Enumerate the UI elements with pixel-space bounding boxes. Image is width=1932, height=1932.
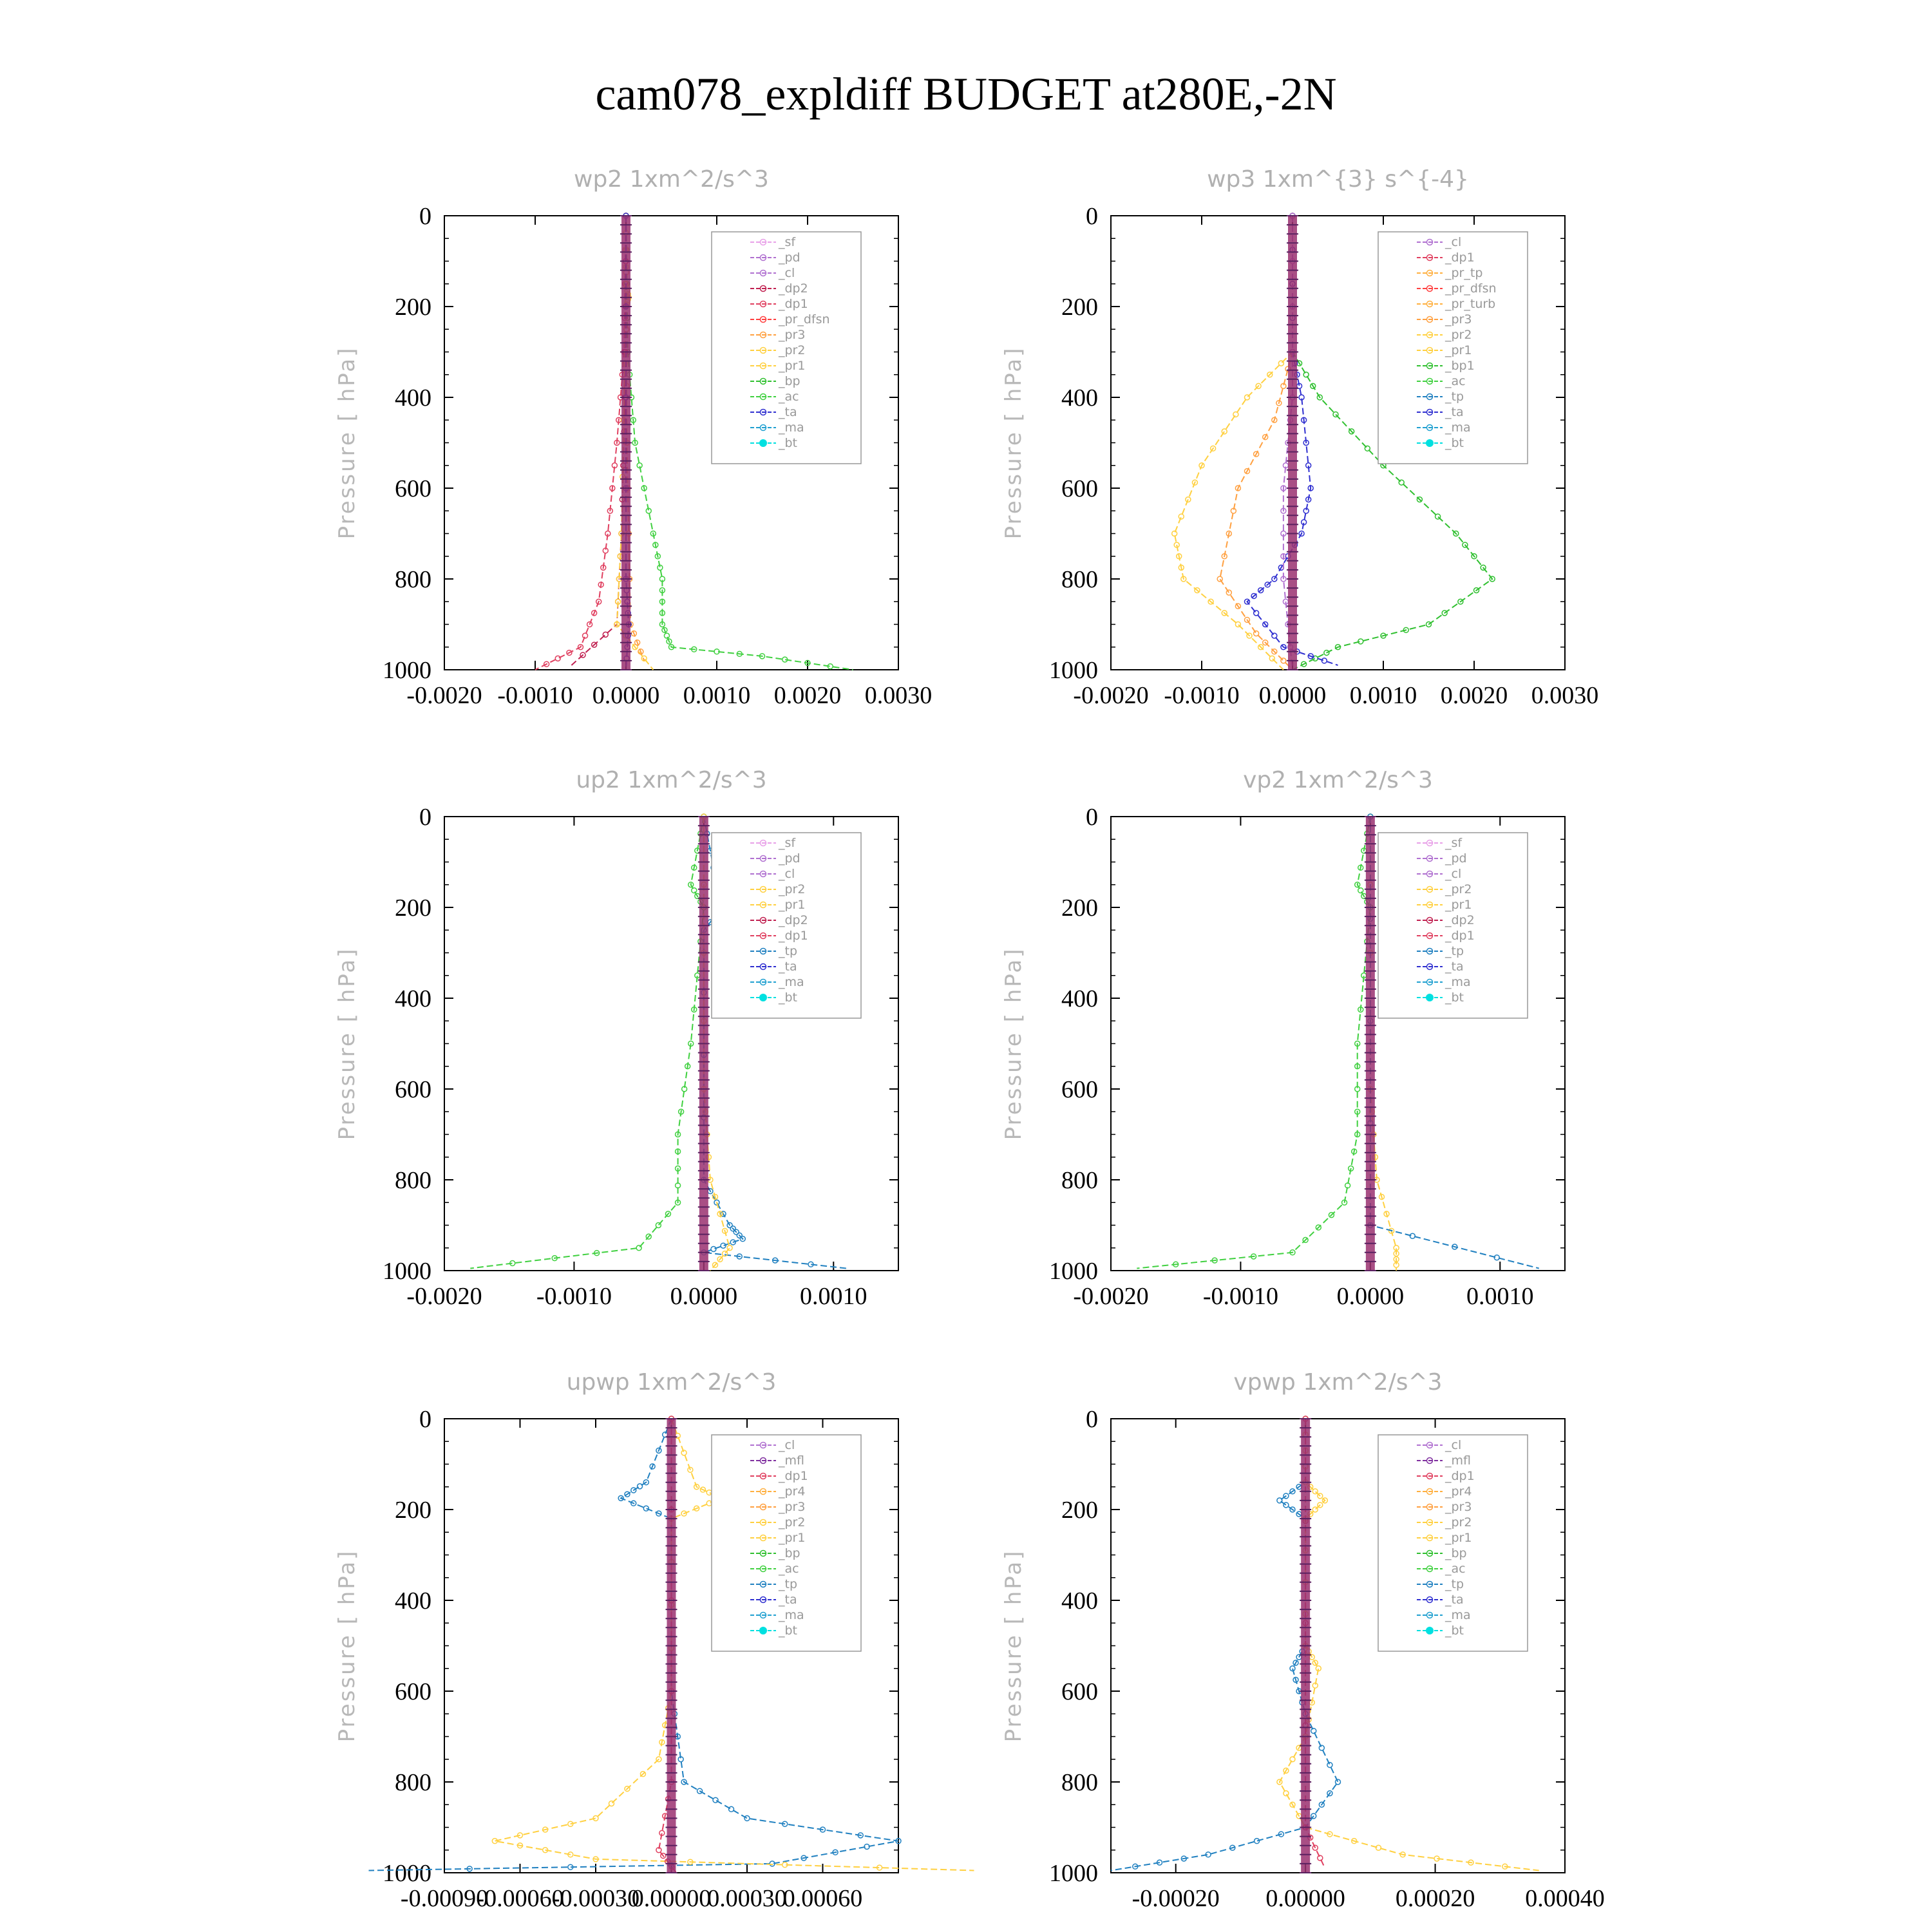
panel-5 (1001, 1369, 1605, 1912)
y-tick-label: 200 (395, 895, 431, 922)
legend-entry-label: _ma (779, 975, 804, 989)
series-point (1269, 656, 1274, 661)
x-tick-label: 0.0030 (864, 682, 933, 709)
legend-entry-label: _mfl (1445, 1454, 1471, 1468)
x-tick-label: 0.00020 (1395, 1885, 1475, 1912)
y-tick-label: 200 (395, 1497, 431, 1524)
x-tick-label: 0.00000 (1265, 1885, 1345, 1912)
legend-swatch-marker (759, 994, 767, 1001)
panel-title: vpwp 1xm^2/s^3 (1233, 1369, 1443, 1396)
y-tick-label: 400 (1061, 1587, 1098, 1615)
series-point (664, 633, 669, 638)
y-tick-label: 200 (1061, 1497, 1098, 1524)
y-tick-label: 200 (395, 294, 431, 321)
legend-entry-label: _dp1 (1445, 929, 1475, 943)
y-tick-label: 200 (1061, 895, 1098, 922)
panel-0 (334, 166, 932, 709)
series-line-dp1 (535, 216, 626, 670)
legend-entry-label: _tp (779, 1577, 798, 1591)
legend-entry-label: _cl (1445, 1438, 1462, 1452)
legend-swatch-marker (759, 439, 767, 447)
legend-entry-label: _pr2 (1445, 1515, 1472, 1530)
series-point (744, 1815, 750, 1821)
x-tick-label: 0.0010 (800, 1283, 867, 1310)
x-tick-label: 0.00030 (707, 1885, 787, 1912)
legend-entry-label: _sf (1445, 836, 1463, 850)
legend-entry-label: _ac (779, 1562, 799, 1576)
legend-entry-label: _bp (779, 1546, 800, 1560)
legend-entry-label: _dp2 (779, 913, 808, 927)
series-point (638, 1484, 643, 1489)
x-tick-label: -0.0020 (406, 682, 482, 709)
legend-entry-label: _ma (1445, 1608, 1471, 1622)
legend-entry-label: _pr3 (779, 328, 806, 342)
x-tick-label: -0.00060 (476, 1885, 564, 1912)
y-tick-label: 600 (395, 475, 431, 502)
y-tick-label: 400 (395, 384, 431, 412)
legend-entry-label: _pr1 (1445, 343, 1472, 357)
legend-entry-label: _ac (779, 390, 799, 404)
series-point (1319, 1745, 1324, 1750)
legend-swatch-marker (1426, 1627, 1434, 1634)
x-tick-label: -0.0010 (1164, 682, 1240, 709)
legend-entry-label: _dp1 (779, 1469, 808, 1483)
legend-entry-label: _pr3 (1445, 1500, 1472, 1514)
series-point (1312, 1507, 1318, 1512)
series-point (1312, 1489, 1318, 1494)
legend-entry-label: _pd (1445, 851, 1467, 866)
legend-entry-label: _ta (779, 1593, 797, 1607)
x-tick-label: -0.0020 (406, 1283, 482, 1310)
series-point (1217, 576, 1222, 582)
series-point (583, 633, 588, 638)
panel-1 (1001, 166, 1598, 709)
legend-entry-label: _pr1 (779, 898, 806, 912)
x-tick-label: 0.0000 (1258, 682, 1327, 709)
series-point (603, 632, 608, 637)
legend-entry-label: _ma (779, 421, 804, 435)
legend-entry-label: _pr2 (779, 343, 806, 357)
series-point (636, 1245, 641, 1251)
y-axis-label: Pressure [ hPa] (334, 1549, 360, 1743)
y-tick-label: 1000 (383, 657, 431, 684)
legend-entry-label: _ta (779, 405, 797, 419)
y-axis-label: Pressure [ hPa] (334, 346, 360, 540)
series-point (706, 1490, 712, 1495)
series-point (1277, 1498, 1282, 1503)
legend-entry-label: _pr2 (779, 882, 806, 896)
y-tick-label: 600 (395, 1678, 431, 1705)
y-tick-label: 0 (419, 1406, 431, 1433)
series-point (1399, 480, 1404, 485)
y-tick-label: 800 (1061, 1167, 1098, 1194)
legend-entry-label: _mfl (779, 1454, 804, 1468)
y-tick-label: 600 (395, 1076, 431, 1103)
legend-entry-label: _dp2 (1445, 913, 1475, 927)
figure-title: cam078_expldiff BUDGET at280E,-2N (595, 68, 1337, 120)
x-tick-label: 0.0010 (683, 682, 751, 709)
legend-entry-label: _cl (779, 266, 795, 280)
legend-entry-label: _pr_dfsn (779, 312, 830, 327)
series-point (555, 656, 560, 661)
y-axis-label: Pressure [ hPa] (334, 947, 360, 1141)
series-point (1245, 395, 1250, 400)
legend-entry-label: _ma (1445, 975, 1471, 989)
series-point (1172, 531, 1177, 536)
y-tick-label: 1000 (383, 1860, 431, 1887)
series-point (729, 1806, 734, 1812)
x-tick-label: 0.0010 (1349, 682, 1417, 709)
panel-title: vp2 1xm^2/s^3 (1243, 767, 1433, 793)
series-point (1303, 372, 1309, 377)
legend-entry-label: _pr1 (1445, 898, 1472, 912)
legend-entry-label: _pd (779, 851, 800, 866)
legend-entry-label: _pr2 (779, 1515, 806, 1530)
series-point (1283, 1791, 1289, 1796)
x-tick-label: 0.0000 (592, 682, 660, 709)
series-point (1311, 1728, 1316, 1734)
legend-entry-label: _pr3 (779, 1500, 806, 1514)
series-point (1290, 1757, 1295, 1762)
series-line-dp1 (1137, 817, 1370, 1269)
y-tick-label: 800 (1061, 1769, 1098, 1796)
series-point (1435, 514, 1441, 519)
legend-entry-label: _ta (1445, 960, 1464, 974)
legend-entry-label: _bp (1445, 1546, 1467, 1560)
legend-entry-label: _ac (1445, 374, 1466, 388)
series-point (1272, 633, 1277, 638)
x-tick-label: -0.00090 (400, 1885, 489, 1912)
x-tick-label: 0.0030 (1531, 682, 1599, 709)
legend-swatch-marker (1426, 439, 1434, 447)
legend-entry-label: _pr_dfsn (1445, 281, 1497, 296)
legend-entry-label: _dp1 (779, 297, 808, 311)
legend-entry-label: _bt (1445, 990, 1464, 1005)
legend-entry-label: _bt (779, 1624, 798, 1638)
series-line-dp1 (470, 817, 704, 1269)
series-point (1222, 429, 1227, 434)
series-point (1179, 514, 1184, 519)
y-tick-label: 800 (1061, 566, 1098, 593)
y-tick-label: 400 (395, 1587, 431, 1615)
y-axis-label: Pressure [ hPa] (1001, 1549, 1027, 1743)
y-tick-label: 0 (1086, 1406, 1098, 1433)
series-point (1318, 1855, 1323, 1861)
y-tick-label: 1000 (383, 1258, 431, 1285)
series-line-pr2 (1220, 216, 1293, 670)
legend-entry-label: _cl (779, 1438, 795, 1452)
series-point (643, 1506, 649, 1511)
series-point (1283, 1502, 1289, 1508)
legend-entry-label: _pr4 (779, 1484, 806, 1499)
y-tick-label: 400 (1061, 985, 1098, 1012)
legend-entry-label: _ta (779, 960, 797, 974)
series-point (713, 1797, 718, 1803)
x-tick-label: -0.0010 (497, 682, 573, 709)
y-tick-label: 0 (419, 804, 431, 831)
x-tick-label: -0.0020 (1073, 682, 1149, 709)
series-point (1278, 361, 1283, 366)
series-point (1226, 590, 1231, 595)
panel-title: wp2 1xm^2/s^3 (574, 166, 769, 193)
series-point (656, 1223, 661, 1228)
series-point (1281, 658, 1286, 663)
legend-entry-label: _sf (779, 836, 796, 850)
series-point (609, 1801, 614, 1806)
series-point (1365, 446, 1370, 451)
panel-title: up2 1xm^2/s^3 (576, 767, 767, 793)
legend-entry-label: _pd (779, 251, 800, 265)
legend-entry-label: _pr_tp (1445, 266, 1483, 280)
legend-entry-label: _ma (1445, 421, 1471, 435)
y-axis-label: Pressure [ hPa] (1001, 947, 1027, 1141)
legend-entry-label: _pr4 (1445, 1484, 1472, 1499)
legend-entry-label: _tp (1445, 944, 1464, 958)
series-point (692, 888, 697, 893)
y-tick-label: 1000 (1049, 657, 1098, 684)
y-axis-label: Pressure [ hPa] (1001, 346, 1027, 540)
series-point (1358, 888, 1363, 893)
series-point (1336, 1779, 1341, 1785)
x-tick-label: 0.0020 (1440, 682, 1508, 709)
panel-3 (1001, 767, 1565, 1310)
x-tick-label: -0.00020 (1132, 1885, 1220, 1912)
legend-entry-label: _pr2 (1445, 328, 1472, 342)
y-tick-label: 0 (1086, 804, 1098, 831)
legend-entry-label: _tp (779, 944, 798, 958)
series-point (1333, 412, 1338, 417)
legend-entry-label: _pr3 (1445, 312, 1472, 327)
panel-title: wp3 1xm^{3} s^{-4} (1207, 166, 1469, 193)
series-point (706, 1501, 712, 1506)
y-tick-label: 600 (1061, 1678, 1098, 1705)
x-tick-label: -0.0010 (536, 1283, 612, 1310)
x-tick-label: -0.0020 (1073, 1283, 1149, 1310)
panels-group (334, 166, 1605, 1912)
series-point (1233, 412, 1238, 417)
y-tick-label: 600 (1061, 475, 1098, 502)
legend-entry-label: _dp2 (779, 281, 808, 296)
series-point (727, 1245, 732, 1251)
panel-title: upwp 1xm^2/s^3 (566, 1369, 777, 1396)
legend-entry-label: _sf (779, 235, 796, 249)
legend-entry-label: _ma (779, 1608, 804, 1622)
y-tick-label: 0 (419, 203, 431, 230)
series-point (1327, 1763, 1332, 1768)
x-tick-label: -0.00030 (551, 1885, 640, 1912)
y-tick-label: 400 (1061, 384, 1098, 412)
series-point (1254, 631, 1259, 636)
legend-entry-label: _tp (1445, 1577, 1464, 1591)
legend-entry-label: _ac (1445, 1562, 1466, 1576)
y-tick-label: 800 (395, 1167, 431, 1194)
x-tick-label: 0.0010 (1466, 1283, 1534, 1310)
legend-entry-label: _pr1 (1445, 1531, 1472, 1545)
x-tick-label: 0.0020 (773, 682, 842, 709)
legend-entry-label: _bp (779, 374, 800, 388)
legend-entry-label: _dp1 (1445, 1469, 1475, 1483)
legend-entry-label: _bp1 (1445, 359, 1475, 373)
y-tick-label: 1000 (1049, 1258, 1098, 1285)
series-point (1254, 611, 1259, 616)
x-tick-label: 0.00060 (782, 1885, 863, 1912)
series-line-pr1 (1175, 216, 1293, 670)
legend-entry-label: _dp1 (1445, 251, 1475, 265)
y-tick-label: 400 (395, 985, 431, 1012)
panel-4 (334, 1369, 974, 1912)
legend-entry-label: _tp (1445, 390, 1464, 404)
legend-swatch-marker (1426, 994, 1434, 1001)
x-tick-label: 0.00000 (631, 1885, 712, 1912)
legend-entry-label: _cl (1445, 235, 1462, 249)
x-tick-label: 0.0000 (1336, 1283, 1405, 1310)
y-tick-label: 800 (395, 1769, 431, 1796)
legend-entry-label: _pr_turb (1445, 297, 1496, 311)
legend-swatch-marker (759, 1627, 767, 1634)
legend-entry-label: _pr2 (1445, 882, 1472, 896)
y-tick-label: 600 (1061, 1076, 1098, 1103)
legend-entry-label: _pr1 (779, 359, 806, 373)
legend-entry-label: _pr1 (779, 1531, 806, 1545)
y-tick-label: 1000 (1049, 1860, 1098, 1887)
y-tick-label: 200 (1061, 294, 1098, 321)
legend-entry-label: _cl (779, 867, 795, 881)
panel-2 (334, 767, 898, 1310)
legend-entry-label: _bt (1445, 1624, 1464, 1638)
legend-entry-label: _ta (1445, 1593, 1464, 1607)
legend-entry-label: _bt (779, 436, 798, 450)
x-tick-label: 0.0000 (670, 1283, 738, 1310)
legend-entry-label: _bt (779, 990, 798, 1005)
y-tick-label: 0 (1086, 203, 1098, 230)
x-tick-label: -0.0010 (1202, 1283, 1279, 1310)
legend-entry-label: _cl (1445, 867, 1462, 881)
legend-entry-label: _bt (1445, 436, 1464, 450)
x-tick-label: 0.00040 (1525, 1885, 1605, 1912)
y-tick-label: 800 (395, 566, 431, 593)
legend-entry-label: _ta (1445, 405, 1464, 419)
legend-entry-label: _dp1 (779, 929, 808, 943)
series-point (1235, 622, 1240, 627)
